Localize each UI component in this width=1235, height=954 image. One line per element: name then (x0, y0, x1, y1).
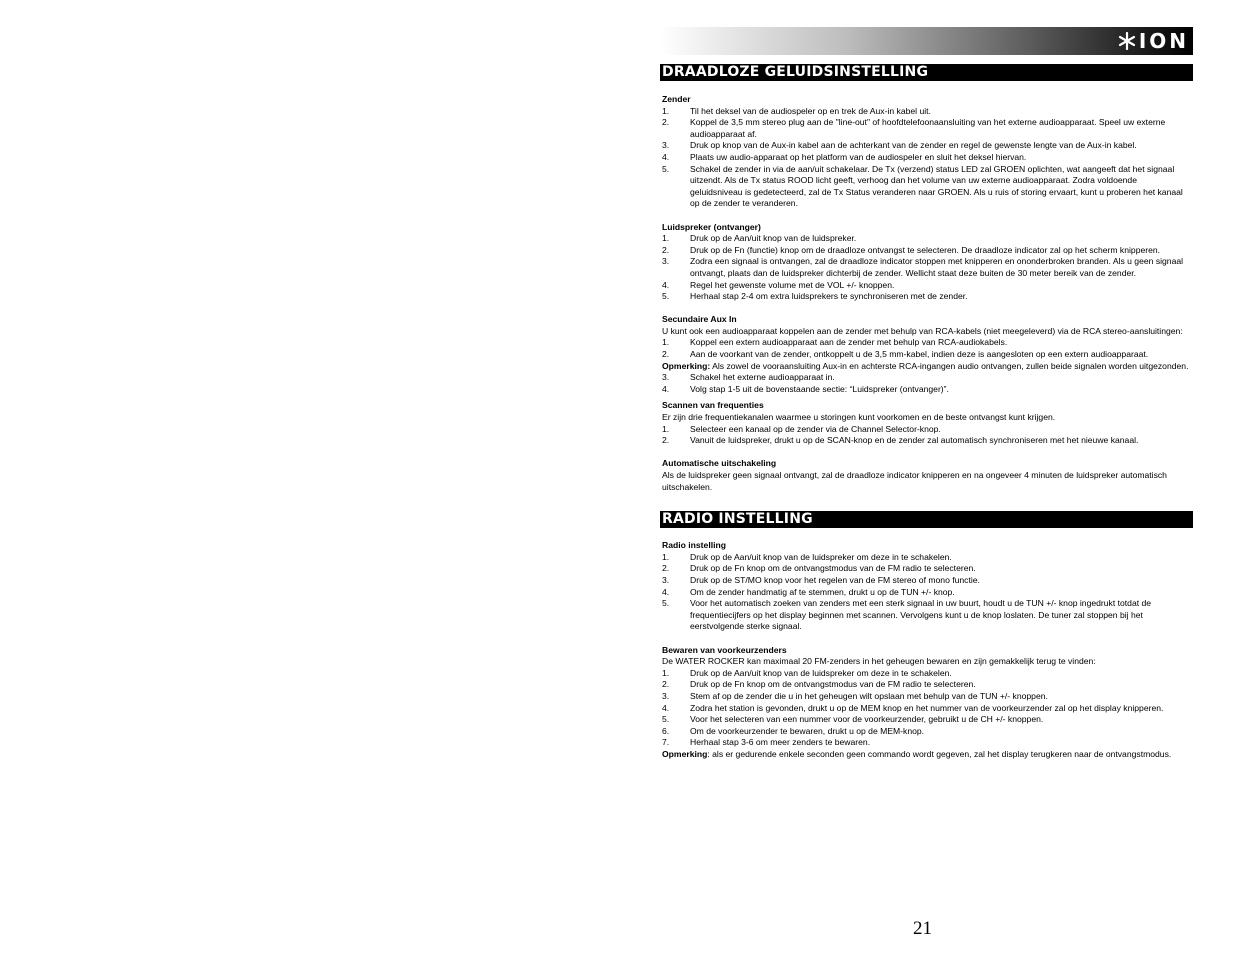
list-item (662, 384, 1191, 396)
list-item-text: Druk op de Aan/uit knop van de luidspreker om deze in te schakelen. (690, 551, 952, 562)
list-item (662, 587, 1191, 599)
list-item-text: Om de voorkeurzender te bewaren, drukt u op de MEM-knop. (690, 725, 925, 736)
list-item-text: Volg stap 1-5 uit de bovenstaande sectie: “Luidspreker (ontvanger)”. (690, 383, 949, 394)
subheading-radio: Radio instelling (662, 540, 726, 551)
list-item (662, 280, 1191, 292)
section-title-radio: RADIO INSTELLING (660, 511, 1193, 528)
list-presets (662, 668, 1191, 749)
list-item (662, 164, 1191, 210)
list-item-number: 2. (662, 244, 670, 255)
list-item-number: 6. (662, 725, 670, 736)
list-item-text: Selecteer een kanaal op de zender via de Channel Selector-knop. (690, 423, 941, 434)
list-item (662, 703, 1191, 715)
list-item (662, 435, 1191, 447)
list-item (662, 291, 1191, 303)
ion-logo (1118, 29, 1189, 53)
list-item-text: Druk op de Aan/uit knop van de luidspreker om deze in te schakelen. (690, 667, 952, 678)
list-item-number: 1. (662, 337, 670, 348)
list-item-text: Herhaal stap 2-4 om extra luidsprekers te synchroniseren met de zender. (690, 291, 968, 302)
list-item-number: 4. (662, 151, 670, 162)
list-aux-a (662, 337, 1191, 360)
list-item-number: 2. (662, 679, 670, 690)
list-item (662, 726, 1191, 738)
list-item (662, 714, 1191, 726)
list-item-text: Aan de voorkant van de zender, ontkoppelt u de 3,5 mm-kabel, indien deze is aangesloten op een extern audioapparaat. (690, 349, 1149, 360)
list-zender (662, 106, 1191, 210)
aux-note-label: Opmerking: (662, 360, 711, 371)
list-item (662, 337, 1191, 349)
list-item-text: Koppel een extern audioapparaat aan de zender met behulp van RCA-audiokabels. (690, 337, 1008, 348)
list-item (662, 349, 1191, 361)
list-item (662, 575, 1191, 587)
subheading-scan: Scannen van frequenties (662, 400, 764, 411)
presets-note (662, 749, 1191, 761)
list-item (662, 679, 1191, 691)
presets-intro: De WATER ROCKER kan maximaal 20 FM-zenders in het geheugen bewaren en zijn gemakkelijk terug te vinden: (662, 656, 1096, 667)
star-icon (1118, 32, 1136, 50)
list-item-text: Koppel de 3,5 mm stereo plug aan de "line-out" of hoofdtelefoonaansluiting van het externe audioapparaat. Speel uw externe audioapparaat af. (690, 117, 1166, 139)
list-item (662, 691, 1191, 703)
list-item-text: Om de zender handmatig af te stemmen, drukt u op de TUN +/- knop. (690, 586, 955, 597)
aux-note (662, 361, 1191, 373)
page-number: 21 (913, 918, 932, 939)
presets-note-text: : als er gedurende enkele seconden geen commando wordt gegeven, zal het display terugkeren naar de ontvangstmodus. (707, 748, 1172, 759)
list-item-text: Schakel het externe audioapparaat in. (690, 372, 835, 383)
list-item-number: 1. (662, 105, 670, 116)
aux-note-text: Als zowel de vooraansluiting Aux-in en achterste RCA-ingangen audio ontvangen, zullen beide signalen worden uitgezonden. (710, 360, 1189, 371)
list-aux-b (662, 372, 1191, 395)
list-item (662, 737, 1191, 749)
list-radio (662, 552, 1191, 633)
list-item-number: 2. (662, 349, 670, 360)
list-item (662, 152, 1191, 164)
list-item-text: Til het deksel van de audiospeler op en trek de Aux-in kabel uit. (690, 105, 931, 116)
subheading-zender: Zender (662, 94, 691, 104)
section-title-wireless: DRAADLOZE GELUIDSINSTELLING (660, 64, 1193, 81)
list-scan (662, 424, 1191, 447)
list-item (662, 424, 1191, 436)
list-item (662, 372, 1191, 384)
list-item-text: Druk op de ST/MO knop voor het regelen van de FM stereo of mono functie. (690, 574, 980, 585)
aux-intro: U kunt ook een audioapparaat koppelen aan de zender met behulp van RCA-kabels (niet meegeleverd) via de RCA stereo-aansluitingen: (662, 325, 1183, 336)
list-item-text: Stem af op de zender die u in het geheugen wilt opslaan met behulp van de TUN +/- knoppen. (690, 690, 1048, 701)
header-gradient-bar (660, 27, 1193, 55)
list-item-text: Druk op de Aan/uit knop van de luidspreker. (690, 233, 857, 244)
list-item-number: 7. (662, 737, 670, 748)
list-item (662, 233, 1191, 245)
list-item-text: Herhaal stap 3-6 om meer zenders te bewaren. (690, 737, 871, 748)
list-item-text: Zodra het station is gevonden, drukt u op de MEM knop en het nummer van de voorkeurzender zal op het display knipperen. (690, 702, 1164, 713)
list-item-text: Voor het automatisch zoeken van zenders met een sterk signaal in uw buurt, houdt u de TUN +/- knop ingedrukt totdat de frequentiecijfers op het display beginnen met scannen. Vervolgens kunt u de knop loslaten. De tuner zal stoppen bij het eerstvolgende sterke signaal. (690, 598, 1152, 632)
list-item-number: 1. (662, 423, 670, 434)
list-item-number: 3. (662, 372, 670, 383)
list-item-number: 2. (662, 563, 670, 574)
list-item-number: 4. (662, 383, 670, 394)
list-item-number: 4. (662, 279, 670, 290)
list-item-number: 4. (662, 702, 670, 713)
list-item-number: 5. (662, 598, 670, 609)
list-item-number: 1. (662, 667, 670, 678)
list-item-number: 4. (662, 586, 670, 597)
content-column (662, 64, 1191, 760)
list-item (662, 256, 1191, 279)
list-item-text: Vanuit de luidspreker, drukt u op de SCAN-knop en de zender zal automatisch synchroniseren met het nieuwe kanaal. (690, 435, 1139, 446)
list-item-number: 3. (662, 574, 670, 585)
list-item-text: Voor het selecteren van een nummer voor de voorkeurzender, gebruikt u de CH +/- knoppen. (690, 714, 1044, 725)
list-item-text: Druk op de Fn knop om de ontvangstmodus van de FM radio te selecteren. (690, 563, 976, 574)
list-item (662, 552, 1191, 564)
list-item-text: Zodra een signaal is ontvangen, zal de draadloze indicator stoppen met knipperen en ononderbroken branden. Als u geen signaal ontvangt, plaats dan de luidspreker dichterbij de zender. Wellicht staat deze buiten de 30 meter bereik van de zender. (690, 256, 1184, 278)
presets-note-label: Opmerking (662, 748, 708, 759)
list-item-number: 2. (662, 117, 670, 128)
list-item-number: 5. (662, 163, 670, 174)
list-item-text: Druk op knop van de Aux-in kabel aan de achterkant van de zender en regel de gewenste lengte van de Aux-in kabel. (690, 140, 1137, 151)
list-item-number: 2. (662, 435, 670, 446)
subheading-luidspreker: Luidspreker (ontvanger) (662, 221, 761, 232)
list-item (662, 140, 1191, 152)
list-item-number: 1. (662, 551, 670, 562)
list-item-text: Plaats uw audio-apparaat op het platform van de audiospeler en sluit het deksel hiervan. (690, 151, 1027, 162)
list-item-number: 3. (662, 690, 670, 701)
list-item-number: 3. (662, 140, 670, 151)
scan-intro: Er zijn drie frequentiekanalen waarmee u storingen kunt voorkomen en de beste ontvangst kunt krijgen. (662, 412, 1056, 423)
list-item (662, 106, 1191, 118)
list-item (662, 245, 1191, 257)
list-item (662, 598, 1191, 633)
list-item (662, 668, 1191, 680)
list-item-text: Schakel de zender in via de aan/uit schakelaar. De Tx (verzend) status LED zal GROEN oplichten, wat aangeeft dat het signaal uitzendt. Als de Tx status ROOD licht geeft, verhoog dan het volume van uw externe audioapparaat. Zodra voldoende geluidsniveau is gedetecteerd, zal de Tx Status veranderen naar GROEN. Als u ruis of storing ervaart, kunt u proberen het kanaal op de zender te veranderen. (690, 163, 1183, 209)
list-luidspreker (662, 233, 1191, 303)
list-item-number: 5. (662, 291, 670, 302)
list-item (662, 117, 1191, 140)
subheading-aux: Secundaire Aux In (662, 314, 737, 325)
list-item-text: Druk op de Fn (functie) knop om de draadloze ontvangst te selecteren. De draadloze indicator zal op het scherm knipperen. (690, 244, 1161, 255)
logo-text: ION (1138, 29, 1189, 53)
list-item-text: Druk op de Fn knop om de ontvangstmodus van de FM radio te selecteren. (690, 679, 976, 690)
list-item-number: 3. (662, 256, 670, 267)
list-item-text: Regel het gewenste volume met de VOL +/- knoppen. (690, 279, 895, 290)
subheading-presets: Bewaren van voorkeurzenders (662, 644, 787, 655)
subheading-auto: Automatische uitschakeling (662, 458, 777, 469)
auto-text: Als de luidspreker geen signaal ontvangt, zal de draadloze indicator knipperen en na ongeveer 4 minuten de luidspreker automatisch uitschakelen. (662, 470, 1167, 492)
list-item (662, 563, 1191, 575)
list-item-number: 1. (662, 233, 670, 244)
list-item-number: 5. (662, 714, 670, 725)
